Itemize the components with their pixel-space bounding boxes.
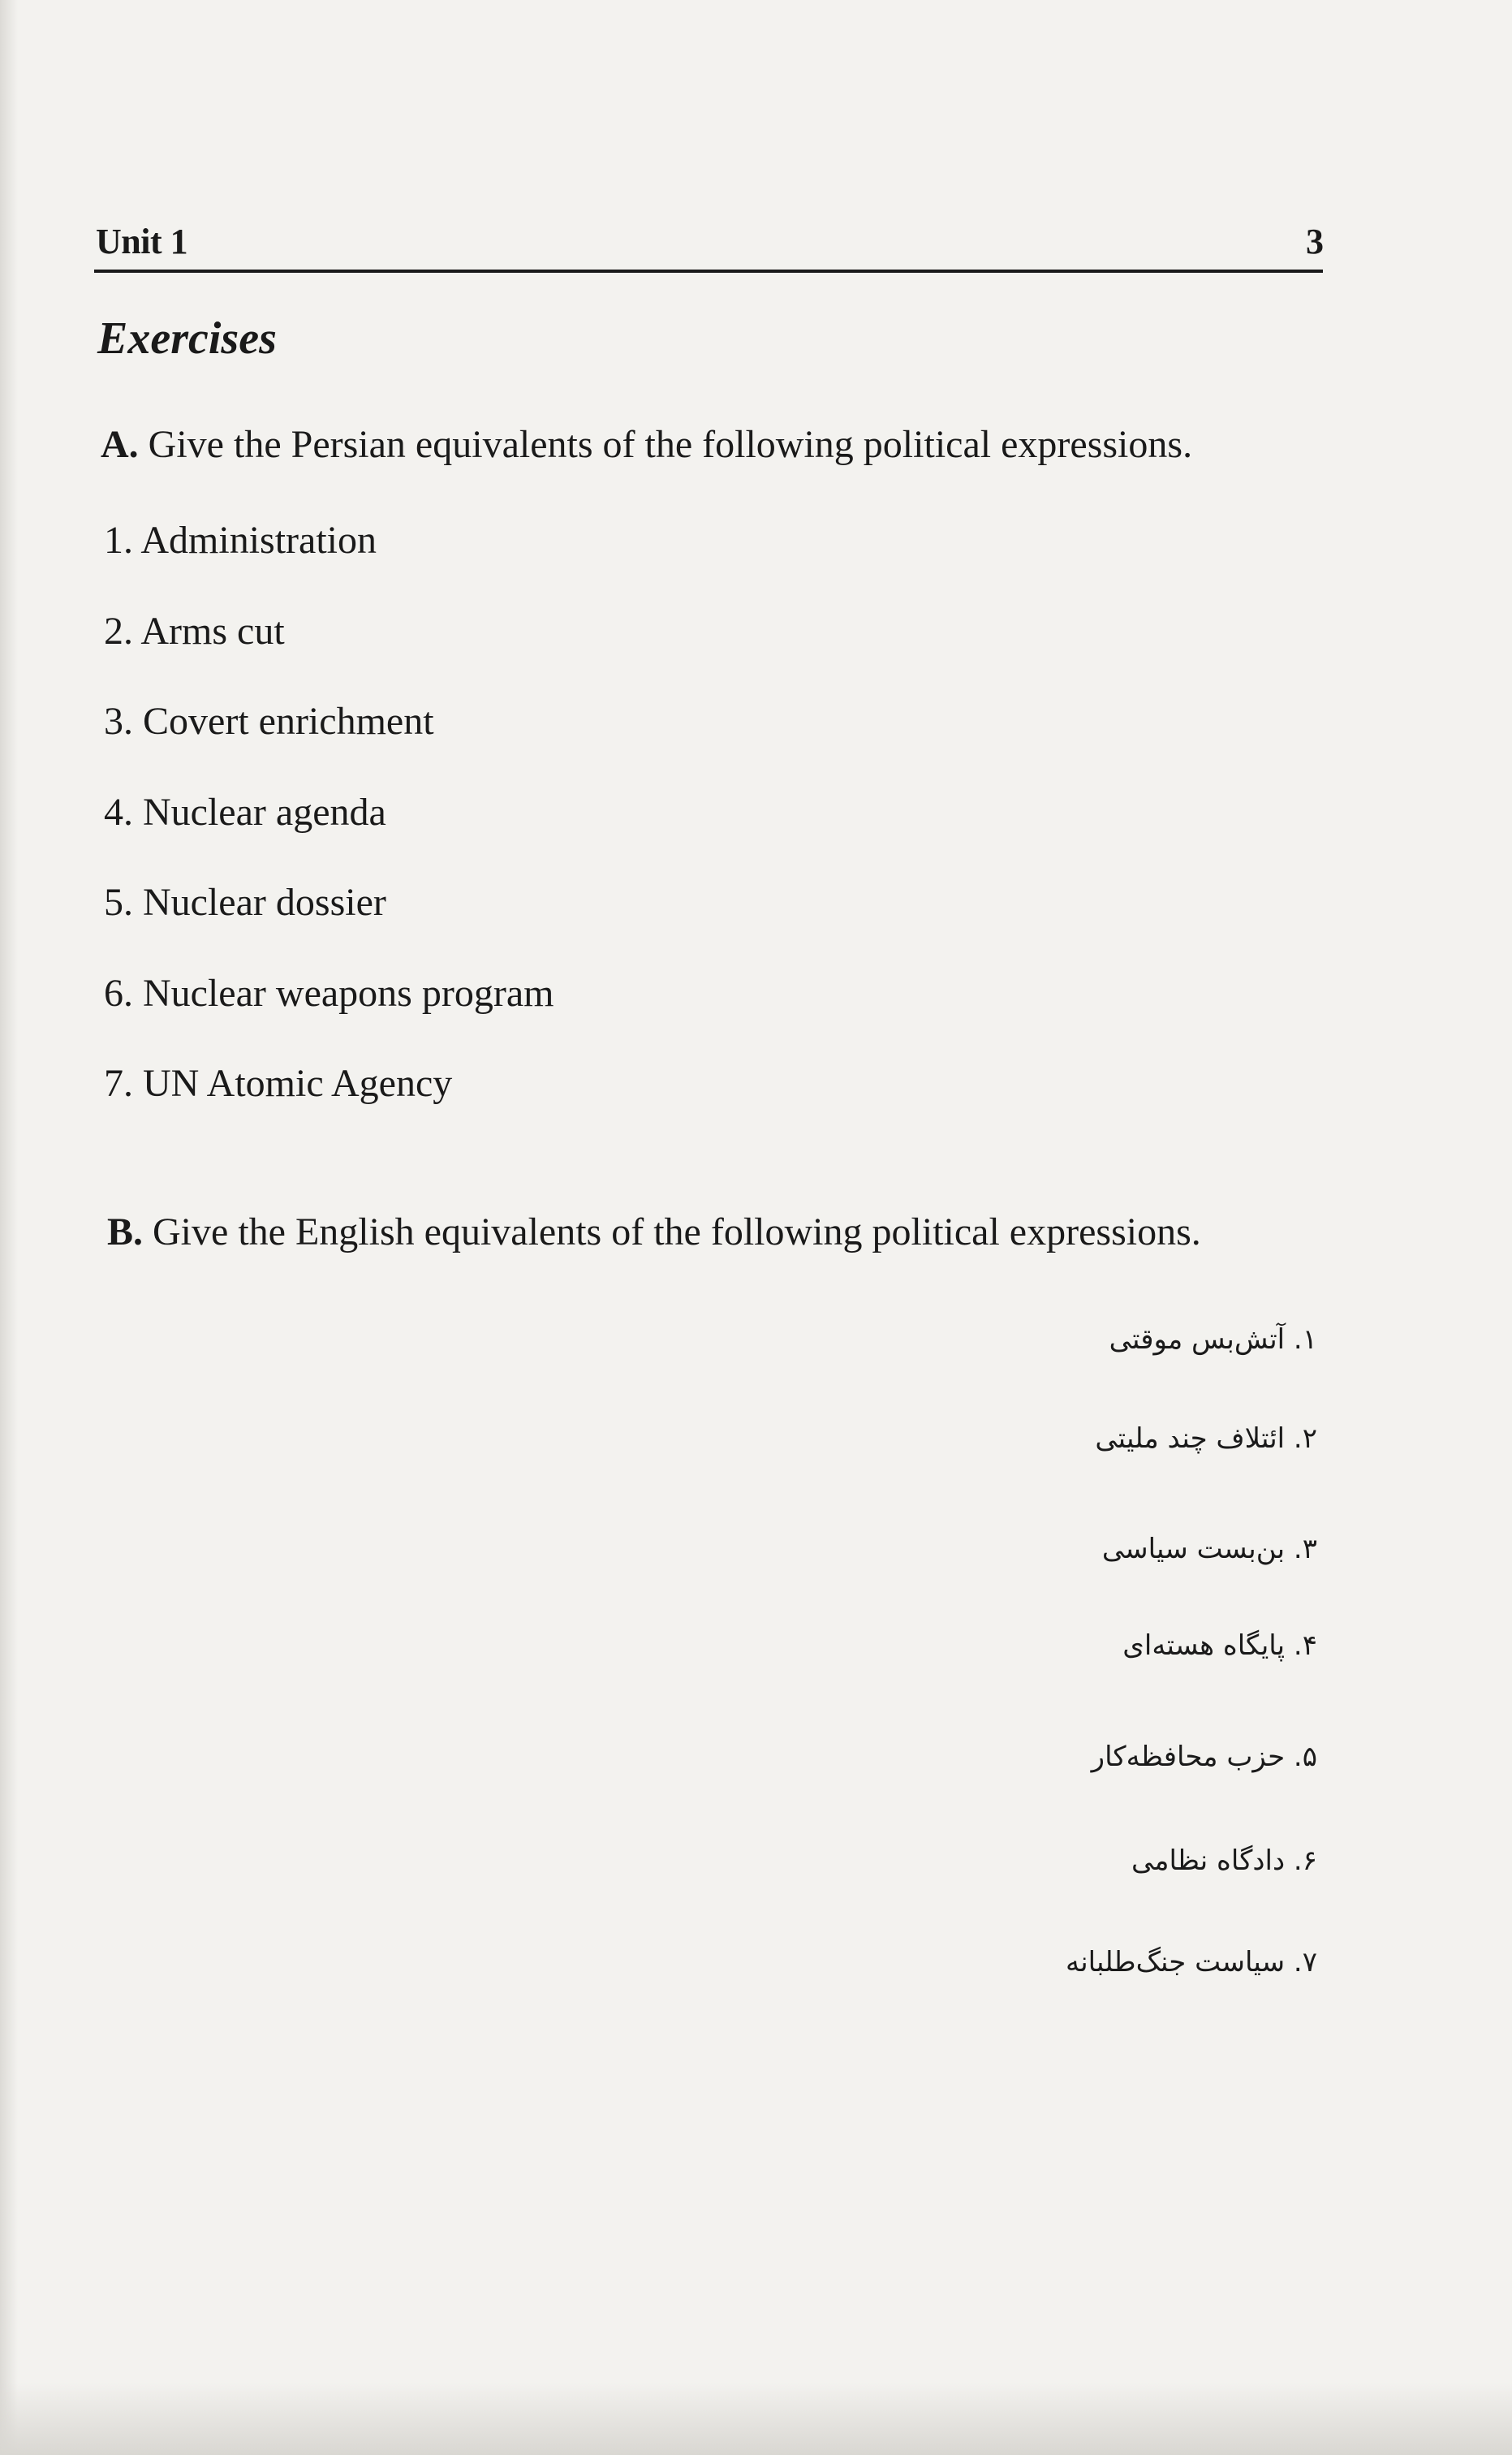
page-number: 3 (1306, 222, 1324, 261)
list-item: 6. Nuclear weapons program (104, 972, 554, 1015)
section-title: Exercises (97, 313, 277, 364)
part-b-letter: B. (107, 1210, 144, 1253)
part-a-instruction-text: Give the Persian equivalents of the following political expressions. (148, 423, 1193, 466)
part-b-instruction-text: Give the English equivalents of the following political expressions. (153, 1210, 1201, 1253)
list-item: ۳. بن‌بست سیاسی (1101, 1533, 1317, 1565)
list-item: 7. UN Atomic Agency (104, 1062, 453, 1105)
list-item: ۵. حزب محافظه‌کار (1091, 1741, 1317, 1773)
running-header-unit: Unit 1 (96, 222, 188, 261)
list-item: ۶. دادگاه نظامی (1131, 1844, 1317, 1877)
page-bottom-shadow (0, 2382, 1512, 2455)
list-item: 3. Covert enrichment (104, 700, 434, 743)
list-item: 4. Nuclear agenda (104, 791, 386, 834)
part-a-letter: A. (101, 423, 139, 466)
page-edge-shadow (0, 0, 18, 2455)
list-item: 5. Nuclear dossier (104, 881, 386, 924)
part-b-instruction (107, 1210, 1201, 1254)
list-item: ۱. آتش‌بس موقتی (1109, 1323, 1317, 1356)
list-item: ۲. ائتلاف چند ملیتی (1095, 1422, 1317, 1455)
header-rule (94, 270, 1323, 273)
list-item: 1. Administration (104, 519, 377, 562)
list-item: ۷. سیاست جنگ‌طلبانه (1065, 1946, 1317, 1978)
list-item: 2. Arms cut (104, 610, 285, 653)
part-a-instruction (101, 422, 1192, 467)
list-item: ۴. پایگاه هسته‌ای (1122, 1629, 1317, 1662)
